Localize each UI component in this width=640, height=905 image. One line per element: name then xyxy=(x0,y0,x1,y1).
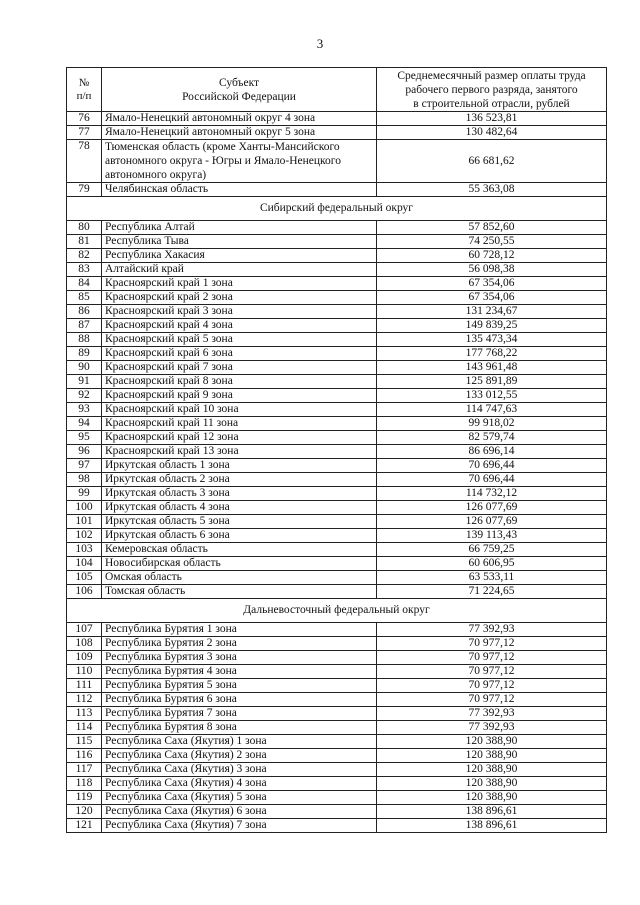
row-subject: Республика Бурятия 2 зона xyxy=(102,637,377,651)
row-subject: Республика Алтай xyxy=(102,221,377,235)
row-value: 82 579,74 xyxy=(377,431,607,445)
row-subject: Челябинская область xyxy=(102,183,377,197)
row-value: 120 388,90 xyxy=(377,791,607,805)
row-subject: Алтайский край xyxy=(102,263,377,277)
row-subject: Республика Саха (Якутия) 1 зона xyxy=(102,735,377,749)
row-value: 126 077,69 xyxy=(377,515,607,529)
row-value: 86 696,14 xyxy=(377,445,607,459)
row-number: 80 xyxy=(67,221,102,235)
header-num-line1: № xyxy=(78,76,90,89)
row-subject: Республика Бурятия 7 зона xyxy=(102,707,377,721)
table-row xyxy=(67,403,607,417)
column-header-subject xyxy=(102,68,377,112)
row-number: 87 xyxy=(67,319,102,333)
table-row xyxy=(67,389,607,403)
row-number: 109 xyxy=(67,651,102,665)
row-value: 135 473,34 xyxy=(377,333,607,347)
row-subject: Республика Саха (Якутия) 4 зона xyxy=(102,777,377,791)
header-subject-line2: Российской Федерации xyxy=(182,90,296,103)
row-value: 56 098,38 xyxy=(377,263,607,277)
table-row xyxy=(67,763,607,777)
row-number: 85 xyxy=(67,291,102,305)
row-value: 55 363,08 xyxy=(377,183,607,197)
row-number: 93 xyxy=(67,403,102,417)
table-row xyxy=(67,473,607,487)
row-subject: Республика Саха (Якутия) 5 зона xyxy=(102,791,377,805)
table-row xyxy=(67,651,607,665)
table-row xyxy=(67,112,607,126)
table-row xyxy=(67,721,607,735)
row-subject: Тюменская область (кроме Ханты-Мансийского автономного округа - Югры и Ямало-Ненецкого автономного округа) xyxy=(102,140,377,183)
row-number: 101 xyxy=(67,515,102,529)
row-number: 89 xyxy=(67,347,102,361)
table-row xyxy=(67,557,607,571)
row-value: 74 250,55 xyxy=(377,235,607,249)
row-value: 60 728,12 xyxy=(377,249,607,263)
row-subject: Иркутская область 3 зона xyxy=(102,487,377,501)
table-row xyxy=(67,749,607,763)
table-row xyxy=(67,529,607,543)
row-value: 70 696,44 xyxy=(377,473,607,487)
row-subject: Красноярский край 12 зона xyxy=(102,431,377,445)
row-subject: Республика Бурятия 1 зона xyxy=(102,623,377,637)
row-number: 95 xyxy=(67,431,102,445)
table-row xyxy=(67,459,607,473)
row-subject: Республика Саха (Якутия) 7 зона xyxy=(102,819,377,833)
row-subject: Красноярский край 2 зона xyxy=(102,291,377,305)
row-number: 119 xyxy=(67,791,102,805)
table-row xyxy=(67,623,607,637)
table-row xyxy=(67,183,607,197)
row-number: 98 xyxy=(67,473,102,487)
row-subject: Новосибирская область xyxy=(102,557,377,571)
table-row xyxy=(67,249,607,263)
row-subject: Республика Саха (Якутия) 2 зона xyxy=(102,749,377,763)
row-number: 113 xyxy=(67,707,102,721)
header-value-line2: рабочего первого разряда, занятого xyxy=(405,83,578,96)
row-value: 120 388,90 xyxy=(377,735,607,749)
row-subject: Республика Бурятия 3 зона xyxy=(102,651,377,665)
row-value: 143 961,48 xyxy=(377,361,607,375)
row-number: 99 xyxy=(67,487,102,501)
table-row xyxy=(67,319,607,333)
row-value: 67 354,06 xyxy=(377,291,607,305)
table-row xyxy=(67,637,607,651)
row-value: 71 224,65 xyxy=(377,585,607,599)
row-subject: Красноярский край 6 зона xyxy=(102,347,377,361)
table-row xyxy=(67,679,607,693)
row-number: 117 xyxy=(67,763,102,777)
row-number: 94 xyxy=(67,417,102,431)
row-number: 105 xyxy=(67,571,102,585)
row-subject: Иркутская область 2 зона xyxy=(102,473,377,487)
row-number: 78 xyxy=(67,140,102,183)
table-row xyxy=(67,140,607,183)
table-body xyxy=(67,112,607,833)
row-subject: Красноярский край 8 зона xyxy=(102,375,377,389)
table-row xyxy=(67,571,607,585)
row-number: 83 xyxy=(67,263,102,277)
row-value: 130 482,64 xyxy=(377,126,607,140)
table-row xyxy=(67,515,607,529)
row-number: 100 xyxy=(67,501,102,515)
row-value: 131 234,67 xyxy=(377,305,607,319)
table-row xyxy=(67,277,607,291)
row-value: 63 533,11 xyxy=(377,571,607,585)
row-subject: Республика Хакасия xyxy=(102,249,377,263)
row-value: 66 759,25 xyxy=(377,543,607,557)
row-number: 114 xyxy=(67,721,102,735)
row-value: 70 977,12 xyxy=(377,637,607,651)
row-number: 82 xyxy=(67,249,102,263)
row-number: 92 xyxy=(67,389,102,403)
row-subject: Красноярский край 5 зона xyxy=(102,333,377,347)
row-subject: Республика Саха (Якутия) 6 зона xyxy=(102,805,377,819)
table-row xyxy=(67,333,607,347)
row-value: 133 012,55 xyxy=(377,389,607,403)
row-value: 66 681,62 xyxy=(377,140,607,183)
row-number: 96 xyxy=(67,445,102,459)
row-value: 139 113,43 xyxy=(377,529,607,543)
row-number: 107 xyxy=(67,623,102,637)
row-number: 76 xyxy=(67,112,102,126)
table-row xyxy=(67,707,607,721)
row-value: 57 852,60 xyxy=(377,221,607,235)
row-number: 77 xyxy=(67,126,102,140)
row-subject: Республика Бурятия 5 зона xyxy=(102,679,377,693)
row-subject: Иркутская область 6 зона xyxy=(102,529,377,543)
table-row xyxy=(67,543,607,557)
table-row xyxy=(67,777,607,791)
table-row xyxy=(67,819,607,833)
row-subject: Красноярский край 3 зона xyxy=(102,305,377,319)
table-row xyxy=(67,665,607,679)
row-value: 138 896,61 xyxy=(377,819,607,833)
row-number: 116 xyxy=(67,749,102,763)
row-subject: Томская область xyxy=(102,585,377,599)
section-header-row xyxy=(67,197,607,221)
table-row xyxy=(67,805,607,819)
table-row xyxy=(67,221,607,235)
row-value: 99 918,02 xyxy=(377,417,607,431)
row-number: 112 xyxy=(67,693,102,707)
table-row xyxy=(67,445,607,459)
row-value: 77 392,93 xyxy=(377,721,607,735)
section-title: Сибирский федеральный округ xyxy=(67,197,607,221)
table-row xyxy=(67,501,607,515)
row-subject: Республика Тыва xyxy=(102,235,377,249)
table-row xyxy=(67,126,607,140)
row-value: 149 839,25 xyxy=(377,319,607,333)
row-number: 79 xyxy=(67,183,102,197)
table-row xyxy=(67,375,607,389)
table-row xyxy=(67,305,607,319)
row-value: 138 896,61 xyxy=(377,805,607,819)
table-header-row xyxy=(67,68,607,112)
row-value: 67 354,06 xyxy=(377,277,607,291)
row-subject: Красноярский край 10 зона xyxy=(102,403,377,417)
table-row xyxy=(67,791,607,805)
header-subject-line1: Субъект xyxy=(218,76,260,89)
row-number: 102 xyxy=(67,529,102,543)
row-number: 81 xyxy=(67,235,102,249)
row-subject: Ямало-Ненецкий автономный округ 5 зона xyxy=(102,126,377,140)
row-subject: Республика Бурятия 8 зона xyxy=(102,721,377,735)
row-number: 90 xyxy=(67,361,102,375)
row-number: 115 xyxy=(67,735,102,749)
row-subject: Красноярский край 11 зона xyxy=(102,417,377,431)
row-value: 77 392,93 xyxy=(377,707,607,721)
table-row xyxy=(67,735,607,749)
row-subject: Красноярский край 13 зона xyxy=(102,445,377,459)
row-subject: Красноярский край 7 зона xyxy=(102,361,377,375)
column-header-number xyxy=(67,68,102,112)
row-value: 120 388,90 xyxy=(377,777,607,791)
header-num-line2: п/п xyxy=(76,89,92,102)
table-row xyxy=(67,693,607,707)
row-number: 108 xyxy=(67,637,102,651)
row-value: 70 977,12 xyxy=(377,651,607,665)
row-value: 126 077,69 xyxy=(377,501,607,515)
row-number: 84 xyxy=(67,277,102,291)
table-row xyxy=(67,487,607,501)
row-number: 86 xyxy=(67,305,102,319)
row-subject: Иркутская область 5 зона xyxy=(102,515,377,529)
page-number: 3 xyxy=(316,36,324,51)
row-subject: Республика Бурятия 6 зона xyxy=(102,693,377,707)
row-subject: Красноярский край 9 зона xyxy=(102,389,377,403)
table-row xyxy=(67,291,607,305)
column-header-value xyxy=(377,68,607,112)
row-subject: Омская область xyxy=(102,571,377,585)
row-number: 91 xyxy=(67,375,102,389)
row-number: 88 xyxy=(67,333,102,347)
table-row xyxy=(67,585,607,599)
row-subject: Иркутская область 1 зона xyxy=(102,459,377,473)
row-value: 77 392,93 xyxy=(377,623,607,637)
row-value: 60 606,95 xyxy=(377,557,607,571)
row-number: 106 xyxy=(67,585,102,599)
row-subject: Иркутская область 4 зона xyxy=(102,501,377,515)
row-value: 125 891,89 xyxy=(377,375,607,389)
row-value: 114 732,12 xyxy=(377,487,607,501)
header-value-line1: Среднемесячный размер оплаты труда xyxy=(397,69,586,82)
row-number: 111 xyxy=(67,679,102,693)
row-value: 114 747,63 xyxy=(377,403,607,417)
row-value: 120 388,90 xyxy=(377,749,607,763)
section-header-row xyxy=(67,599,607,623)
row-value: 70 977,12 xyxy=(377,679,607,693)
table-row xyxy=(67,347,607,361)
header-value-line3: в строительной отрасли, рублей xyxy=(413,97,570,110)
row-number: 118 xyxy=(67,777,102,791)
row-value: 136 523,81 xyxy=(377,112,607,126)
row-value: 177 768,22 xyxy=(377,347,607,361)
row-number: 120 xyxy=(67,805,102,819)
table-row xyxy=(67,235,607,249)
row-value: 70 977,12 xyxy=(377,665,607,679)
row-subject: Кемеровская область xyxy=(102,543,377,557)
table-row xyxy=(67,417,607,431)
row-number: 110 xyxy=(67,665,102,679)
row-subject: Красноярский край 4 зона xyxy=(102,319,377,333)
row-value: 70 977,12 xyxy=(377,693,607,707)
row-number: 104 xyxy=(67,557,102,571)
row-subject: Республика Бурятия 4 зона xyxy=(102,665,377,679)
row-number: 121 xyxy=(67,819,102,833)
row-number: 97 xyxy=(67,459,102,473)
table-row xyxy=(67,263,607,277)
row-subject: Красноярский край 1 зона xyxy=(102,277,377,291)
row-number: 103 xyxy=(67,543,102,557)
row-value: 70 696,44 xyxy=(377,459,607,473)
table-row xyxy=(67,361,607,375)
table-row xyxy=(67,431,607,445)
row-subject: Республика Саха (Якутия) 3 зона xyxy=(102,763,377,777)
row-value: 120 388,90 xyxy=(377,763,607,777)
row-subject: Ямало-Ненецкий автономный округ 4 зона xyxy=(102,112,377,126)
wage-table xyxy=(66,67,607,833)
section-title: Дальневосточный федеральный округ xyxy=(67,599,607,623)
